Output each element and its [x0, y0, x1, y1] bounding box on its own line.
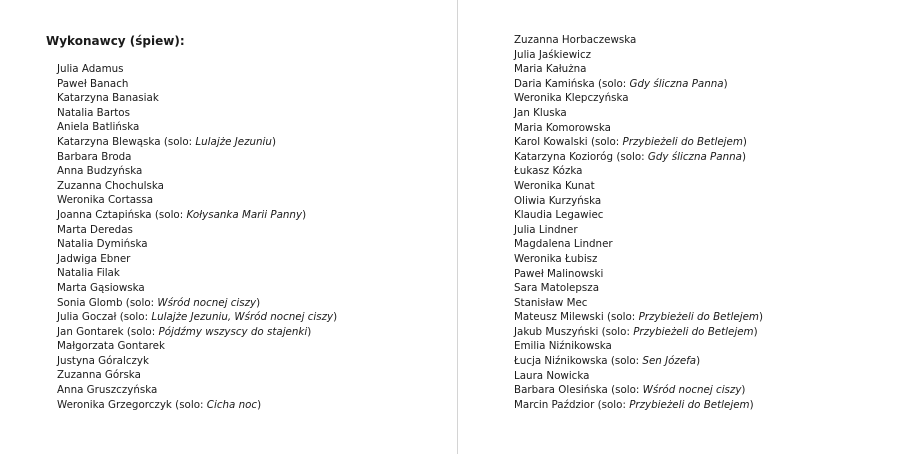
performer-name: Anna Budzyńska: [57, 165, 143, 178]
performer-name: Weronika Klepczyńska: [514, 92, 629, 105]
performer-name: Natalia Dymińska: [57, 238, 148, 251]
solo-title: Gdy śliczna Panna: [647, 150, 742, 163]
solo-title: Przybieżeli do Betlejem: [633, 325, 754, 338]
performer-name: Maria Komorowska: [514, 121, 611, 134]
performer-entry: [514, 164, 763, 179]
solo-prefix: (solo:: [590, 136, 623, 149]
performer-name: Weronika Grzegorczyk: [57, 398, 172, 411]
performer-name: Justyna Góralczyk: [57, 354, 149, 367]
performer-entry: [514, 48, 763, 63]
solo-prefix: (solo:: [601, 325, 634, 338]
performer-name: Anna Gruszczyńska: [57, 384, 158, 397]
performer-name: Stanisław Mec: [514, 296, 588, 309]
performer-entry: [514, 310, 763, 325]
performer-name: Sonia Glomb: [57, 296, 123, 309]
solo-prefix: (solo:: [610, 355, 643, 368]
performer-name: Laura Nowicka: [514, 369, 590, 382]
performer-entry: [514, 252, 763, 267]
performer-entry: [57, 339, 337, 354]
performer-name: Joanna Cztapińska: [57, 208, 152, 221]
solo-title: Wśród nocnej ciszy: [157, 296, 257, 309]
solo-title: Gdy śliczna Panna: [629, 77, 724, 90]
performer-entry: [57, 164, 337, 179]
performer-entry: [514, 77, 763, 92]
performer-name: Barbara Olesińska: [514, 384, 608, 397]
solo-suffix: ): [696, 355, 701, 368]
solo-suffix: ): [741, 384, 746, 397]
performer-name: Julia Goczał: [57, 311, 117, 324]
performer-entry: [514, 33, 763, 48]
performer-name: Marta Gąsiowska: [57, 281, 145, 294]
performer-entry: [514, 281, 763, 296]
solo-suffix: ): [741, 150, 746, 163]
solo-suffix: ): [742, 136, 747, 149]
performer-name: Łukasz Kózka: [514, 165, 583, 178]
performer-entry: [514, 383, 763, 398]
performer-entry: [57, 237, 337, 252]
solo-suffix: ): [271, 135, 276, 148]
performer-name: Łucja Niźnikowska: [514, 355, 608, 368]
performer-entry: [514, 223, 763, 238]
performer-entry: [57, 62, 337, 77]
performer-entry: [57, 106, 337, 121]
performer-entry: [514, 208, 763, 223]
solo-prefix: (solo:: [163, 135, 196, 148]
solo-title: Sen Józefa: [642, 355, 697, 368]
performer-list-right: [514, 33, 763, 412]
solo-title: Przybieżeli do Betlejem: [622, 136, 743, 149]
solo-title: Kołysanka Marii Panny: [186, 208, 303, 221]
solo-prefix: (solo:: [175, 398, 207, 411]
performer-name: Maria Kałużna: [514, 63, 587, 76]
performer-name: Paweł Malinowski: [514, 267, 604, 280]
performer-name: Paweł Banach: [57, 77, 129, 90]
performer-entry: [57, 223, 337, 238]
performer-name: Katarzyna Blewąska: [57, 135, 161, 148]
performer-entry: [514, 237, 763, 252]
performer-entry: [514, 398, 763, 413]
performer-entry: [57, 325, 337, 340]
solo-title: Wśród nocnej ciszy: [642, 384, 742, 397]
performer-entry: [514, 106, 763, 121]
performer-name: Daria Kamińska: [514, 77, 595, 90]
solo-title: Cicha noc: [206, 398, 258, 411]
performer-name: Weronika Cortassa: [57, 194, 154, 207]
performer-entry: [57, 193, 337, 208]
performer-entry: [514, 150, 763, 165]
performer-entry: [57, 266, 337, 281]
solo-title: Lulajże Jezuniu: [195, 135, 272, 148]
performer-entry: [57, 383, 337, 398]
solo-title: Przybieżeli do Betlejem: [638, 311, 759, 324]
performer-name: Karol Kowalski: [514, 136, 588, 149]
solo-title: Lulajże Jezuniu, Wśród nocnej ciszy: [151, 311, 334, 324]
performer-name: Jan Kluska: [514, 106, 567, 119]
performer-entry: [514, 296, 763, 311]
performer-name: Oliwia Kurzyńska: [514, 194, 602, 207]
solo-prefix: (solo:: [119, 311, 152, 324]
performer-entry: [57, 179, 337, 194]
performer-entry: [57, 91, 337, 106]
performer-name: Emilia Niźnikowska: [514, 340, 612, 353]
solo-prefix: (solo:: [597, 77, 630, 90]
solo-prefix: (solo:: [606, 311, 639, 324]
performer-entry: [514, 194, 763, 209]
performer-entry: [57, 398, 337, 413]
performer-name: Natalia Filak: [57, 267, 120, 280]
performer-entry: [514, 339, 763, 354]
performer-name: Zuzanna Chochulska: [57, 179, 164, 192]
solo-suffix: ): [749, 398, 754, 411]
performer-name: Klaudia Legawiec: [514, 209, 604, 222]
solo-suffix: ): [333, 311, 338, 324]
performer-entry: [514, 179, 763, 194]
performer-entry: [57, 252, 337, 267]
performer-name: Aniela Batlińska: [57, 121, 140, 134]
performer-entry: [57, 296, 337, 311]
performer-entry: [57, 77, 337, 92]
performer-entry: [514, 91, 763, 106]
left-page: [0, 0, 457, 454]
performer-name: Marcin Paździor: [514, 398, 595, 411]
solo-title: Przybieżeli do Betlejem: [629, 398, 750, 411]
performer-entry: [57, 150, 337, 165]
solo-suffix: ): [723, 77, 728, 90]
performer-name: Katarzyna Kozioróg: [514, 150, 614, 163]
performer-entry: [514, 135, 763, 150]
performer-name: Zuzanna Horbaczewska: [514, 34, 637, 46]
performer-name: Marta Deredas: [57, 223, 133, 236]
performer-entry: [57, 281, 337, 296]
performer-name: Julia Jaśkiewicz: [514, 48, 592, 61]
performer-entry: [514, 354, 763, 369]
performer-name: Julia Adamus: [57, 63, 124, 75]
performer-name: Barbara Broda: [57, 150, 132, 163]
performer-entry: [57, 354, 337, 369]
performer-name: Katarzyna Banasiak: [57, 92, 159, 105]
performer-name: Julia Lindner: [514, 223, 578, 236]
solo-prefix: (solo:: [126, 325, 159, 338]
performer-entry: [514, 62, 763, 77]
performer-name: Magdalena Lindner: [514, 238, 613, 251]
solo-prefix: (solo:: [125, 296, 158, 309]
solo-suffix: ): [758, 311, 763, 324]
performer-name: Jan Gontarek: [57, 325, 124, 338]
performer-entry: [514, 121, 763, 136]
performer-name: Weronika Kunat: [514, 179, 595, 192]
performer-name: Mateusz Milewski: [514, 311, 604, 324]
solo-prefix: (solo:: [611, 384, 643, 397]
solo-title: Pójdźmy wszyscy do stajenki: [158, 325, 308, 338]
solo-suffix: ): [753, 325, 758, 338]
performer-entry: [57, 120, 337, 135]
performer-list-left: [57, 62, 337, 412]
performer-entry: [57, 208, 337, 223]
solo-suffix: ): [257, 398, 262, 411]
performer-entry: [514, 325, 763, 340]
performer-entry: [514, 369, 763, 384]
performer-name: Natalia Bartos: [57, 106, 130, 119]
performer-entry: [57, 310, 337, 325]
performer-entry: [514, 267, 763, 282]
performer-name: Sara Matolepsza: [514, 282, 600, 295]
performer-name: Małgorzata Gontarek: [57, 340, 165, 353]
performer-name: Zuzanna Górska: [57, 369, 141, 382]
solo-suffix: ): [307, 325, 312, 338]
solo-prefix: (solo:: [154, 208, 187, 221]
solo-suffix: ): [302, 208, 307, 221]
solo-prefix: (solo:: [597, 398, 630, 411]
performer-entry: [57, 135, 337, 150]
performer-name: Weronika Łubisz: [514, 252, 598, 265]
solo-suffix: ): [256, 296, 261, 309]
performer-entry: [57, 368, 337, 383]
section-heading: Wykonawcy (śpiew):: [46, 34, 185, 48]
solo-prefix: (solo:: [616, 150, 648, 163]
performer-name: Jakub Muszyński: [514, 325, 599, 338]
right-page: [458, 0, 915, 454]
performer-name: Jadwiga Ebner: [57, 252, 131, 265]
